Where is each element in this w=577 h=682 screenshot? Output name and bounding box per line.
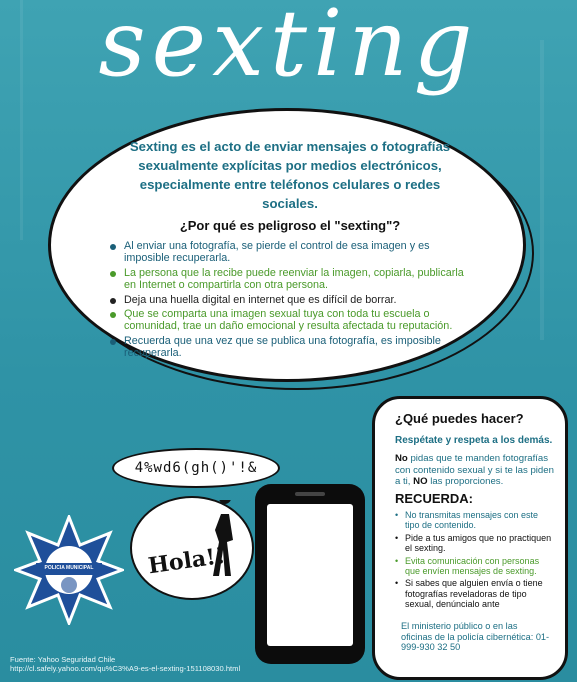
definition-text: Sexting es el acto de enviar mensajes o fotografías sexualmente explícitas por medios electrónicos, especialmente entre teléfonos celulares o redes sociales. bbox=[129, 139, 451, 211]
remember-item: • Si sabes que alguien envía o tiene fotografías reveladoras de tipo sexual, denúncialo ante bbox=[395, 578, 555, 609]
danger-item: Recuerda que una vez que se publica una fotografía, es imposible recuperarla. bbox=[110, 335, 475, 360]
source-citation bbox=[10, 655, 240, 673]
danger-item: Que se comparta una imagen sexual tuya con toda tu escuela o comunidad, trae un daño emocional y resulta afectada tu reputación. bbox=[110, 308, 475, 333]
badge-label: POLICIA MUNICIPAL bbox=[44, 565, 94, 571]
danger-item: Deja una huella digital en internet que es difícil de borrar. bbox=[110, 294, 475, 306]
advice-box bbox=[372, 396, 568, 680]
hola-text: Hola!! bbox=[146, 542, 227, 580]
respect-text: Respétate y respeta a los demás. bbox=[395, 435, 553, 446]
advice-heading: ¿Qué puedes hacer? bbox=[395, 411, 524, 426]
advice-end: las proporciones. bbox=[427, 476, 504, 487]
report-contact: El ministerio público o en las oficinas de la policía cibernética: 01-999-930 32 50 bbox=[401, 621, 550, 652]
phone-illustration bbox=[255, 484, 365, 664]
code-speech-bubble: 4%wd6(gh()'!& bbox=[112, 448, 280, 488]
danger-question: ¿Por qué es peligroso el "sexting"? bbox=[179, 218, 401, 233]
advice-text bbox=[395, 453, 561, 488]
danger-item: La persona que la recibe puede reenviar la imagen, copiarla, publicarla en Internet o compartirla con otra persona. bbox=[110, 267, 475, 292]
source-url: http://cl.safely.yahoo.com/qu%C3%A9-es-el-sexting-151108030.html bbox=[10, 664, 241, 673]
remember-heading: RECUERDA: bbox=[395, 491, 473, 506]
advice-mid: pidas que te manden fotografías con contenido sexual y si te las piden a ti, bbox=[395, 453, 554, 487]
remember-list bbox=[395, 510, 555, 612]
advice-no2: NO bbox=[413, 476, 428, 487]
danger-item: Al enviar una fotografía, se pierde el control de esa imagen y es imposible recuperarla. bbox=[110, 240, 475, 265]
danger-list bbox=[110, 240, 475, 362]
phone-speaker bbox=[295, 492, 325, 496]
source-label: Fuente: Yahoo Seguridad Chile bbox=[10, 655, 116, 664]
advice-no: No bbox=[395, 453, 408, 464]
phone-screen bbox=[267, 504, 353, 646]
remember-item: • No transmitas mensajes con este tipo de contenido. bbox=[395, 510, 555, 531]
poster-title: sexting bbox=[98, 0, 479, 97]
remember-item: • Evita comunicación con personas que envíen mensajes de sexting. bbox=[395, 556, 555, 577]
remember-item: • Pide a tus amigos que no practiquen el sexting. bbox=[395, 533, 555, 554]
